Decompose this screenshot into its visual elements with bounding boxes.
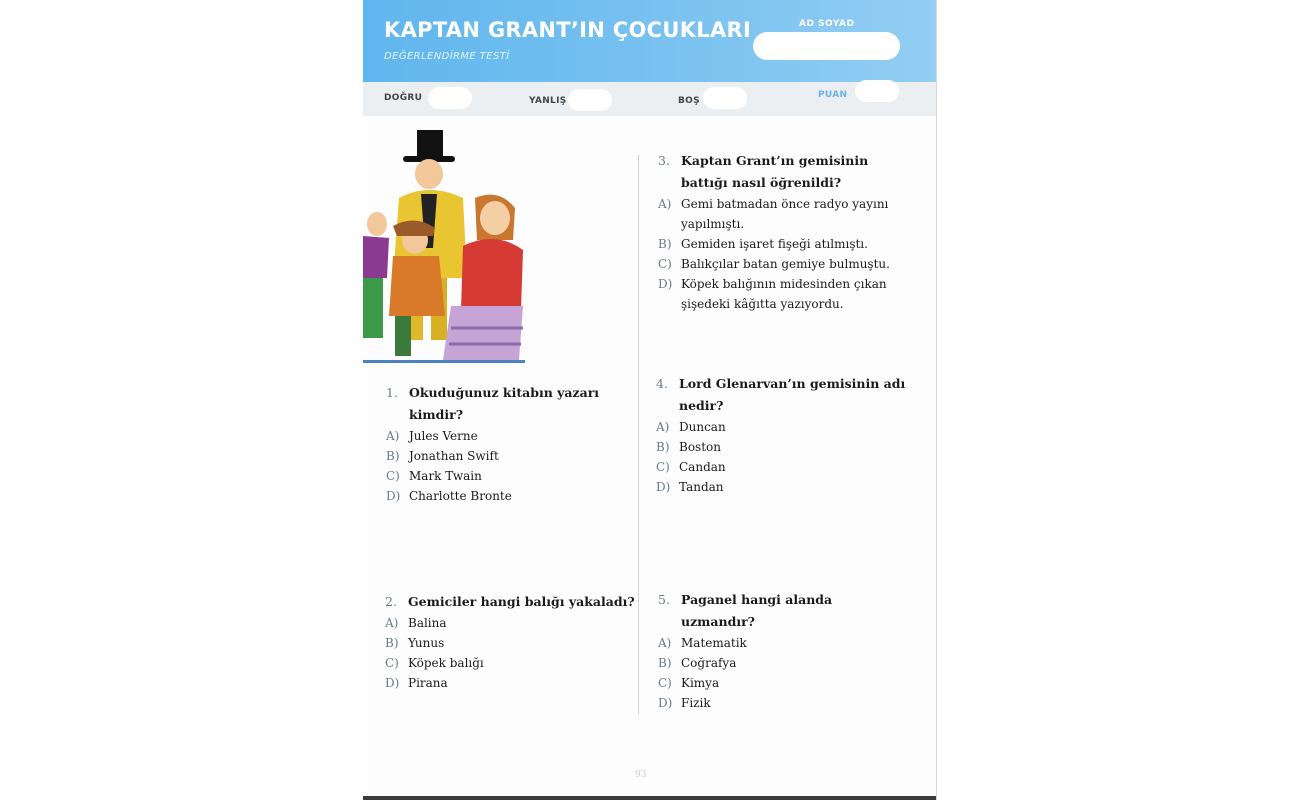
answer-option[interactable] [386,466,636,486]
option-letter: A) [658,636,672,650]
empty-label: BOŞ [678,96,700,106]
score-field[interactable] [855,80,899,102]
answer-option[interactable] [658,194,908,234]
answer-option[interactable] [385,633,635,653]
answer-option[interactable] [658,274,908,314]
question-number: 4. [656,376,668,391]
column-divider [638,155,639,715]
option-letter: B) [386,449,400,463]
question-5 [658,589,908,713]
question-2-stem [385,591,635,613]
question-number: 5. [658,592,670,607]
score-label: PUAN [818,90,848,100]
option-letter: A) [658,197,672,211]
option-letter: B) [658,656,672,670]
option-text: Candan [679,460,726,474]
name-field[interactable] [753,32,900,60]
page-bottom-edge [363,796,936,800]
question-4-stem [656,373,906,417]
option-text: Balıkçılar batan gemiye bulmuştu. [681,257,890,271]
answer-option[interactable] [385,653,635,673]
question-5-stem [658,589,908,633]
option-text: Mark Twain [409,469,482,483]
option-text: Jonathan Swift [409,449,499,463]
option-letter: D) [386,489,401,503]
correct-count-field[interactable] [428,87,472,109]
question-number: 3. [658,153,670,168]
option-letter: D) [658,696,673,710]
answer-option[interactable] [658,653,908,673]
name-label: AD SOYAD [799,19,855,29]
answer-option[interactable] [386,486,636,506]
wrong-label: YANLIŞ [529,96,567,106]
question-text: Lord Glenarvan’ın gemisinin adı nedir? [679,376,906,413]
option-letter: B) [385,636,399,650]
question-number: 2. [385,594,397,609]
answer-option[interactable] [658,234,908,254]
option-text: Gemiden işaret fişeği atılmıştı. [681,237,868,251]
option-text: Köpek balığı [408,656,484,670]
header-banner [363,0,936,82]
option-text: Boston [679,440,721,454]
answer-option[interactable] [386,446,636,466]
question-3 [658,150,908,314]
wrong-count-field[interactable] [568,89,612,111]
option-letter: C) [658,676,672,690]
option-text: Matematik [681,636,747,650]
question-3-stem [658,150,908,194]
question-4 [656,373,906,497]
option-letter: A) [386,429,400,443]
option-letter: D) [385,676,400,690]
option-text: Köpek balığının midesinden çıkan şişedeki kâğıtta yazıyordu. [681,277,887,311]
option-text: Gemi batmadan önce radyo yayını yapılmıştı. [681,197,889,231]
option-text: Jules Verne [409,429,478,443]
answer-option[interactable] [658,254,908,274]
answer-option[interactable] [658,673,908,693]
answer-option[interactable] [385,613,635,633]
answer-option[interactable] [656,477,906,497]
option-letter: B) [658,237,672,251]
answer-option[interactable] [386,426,636,446]
option-text: Balina [408,616,447,630]
option-letter: D) [656,480,671,494]
answer-option[interactable] [656,437,906,457]
question-text: Kaptan Grant’ın gemisinin battığı nasıl öğrenildi? [681,153,869,190]
option-letter: D) [658,277,673,291]
option-text: Yunus [408,636,445,650]
question-1 [386,382,636,506]
characters-illustration [363,128,525,364]
option-letter: C) [658,257,672,271]
correct-label: DOĞRU [384,93,423,103]
option-text: Coğrafya [681,656,737,670]
option-text: Charlotte Bronte [409,489,512,503]
page-number: 93 [635,770,647,780]
option-letter: A) [656,420,670,434]
option-letter: C) [385,656,399,670]
score-bar [363,82,936,116]
worksheet-page [363,0,937,800]
option-text: Tandan [679,480,724,494]
page-subtitle: DEĞERLENDİRME TESTİ [384,51,510,62]
question-text: Okuduğunuz kitabın yazarı kimdir? [409,385,600,422]
question-1-stem [386,382,636,426]
option-text: Fizik [681,696,711,710]
answer-option[interactable] [658,633,908,653]
answer-option[interactable] [656,457,906,477]
option-text: Duncan [679,420,726,434]
option-letter: C) [656,460,670,474]
option-letter: B) [656,440,670,454]
question-text: Gemiciler hangi balığı yakaladı? [408,594,635,609]
answer-option[interactable] [658,693,908,713]
answer-option[interactable] [385,673,635,693]
question-text: Paganel hangi alanda uzmandır? [681,592,833,629]
option-text: Kimya [681,676,720,690]
option-letter: C) [386,469,400,483]
option-letter: A) [385,616,399,630]
question-2 [385,591,635,693]
answer-option[interactable] [656,417,906,437]
option-text: Pirana [408,676,448,690]
empty-count-field[interactable] [703,87,747,109]
question-number: 1. [386,385,398,400]
page-title: KAPTAN GRANT’IN ÇOCUKLARI [384,18,752,42]
